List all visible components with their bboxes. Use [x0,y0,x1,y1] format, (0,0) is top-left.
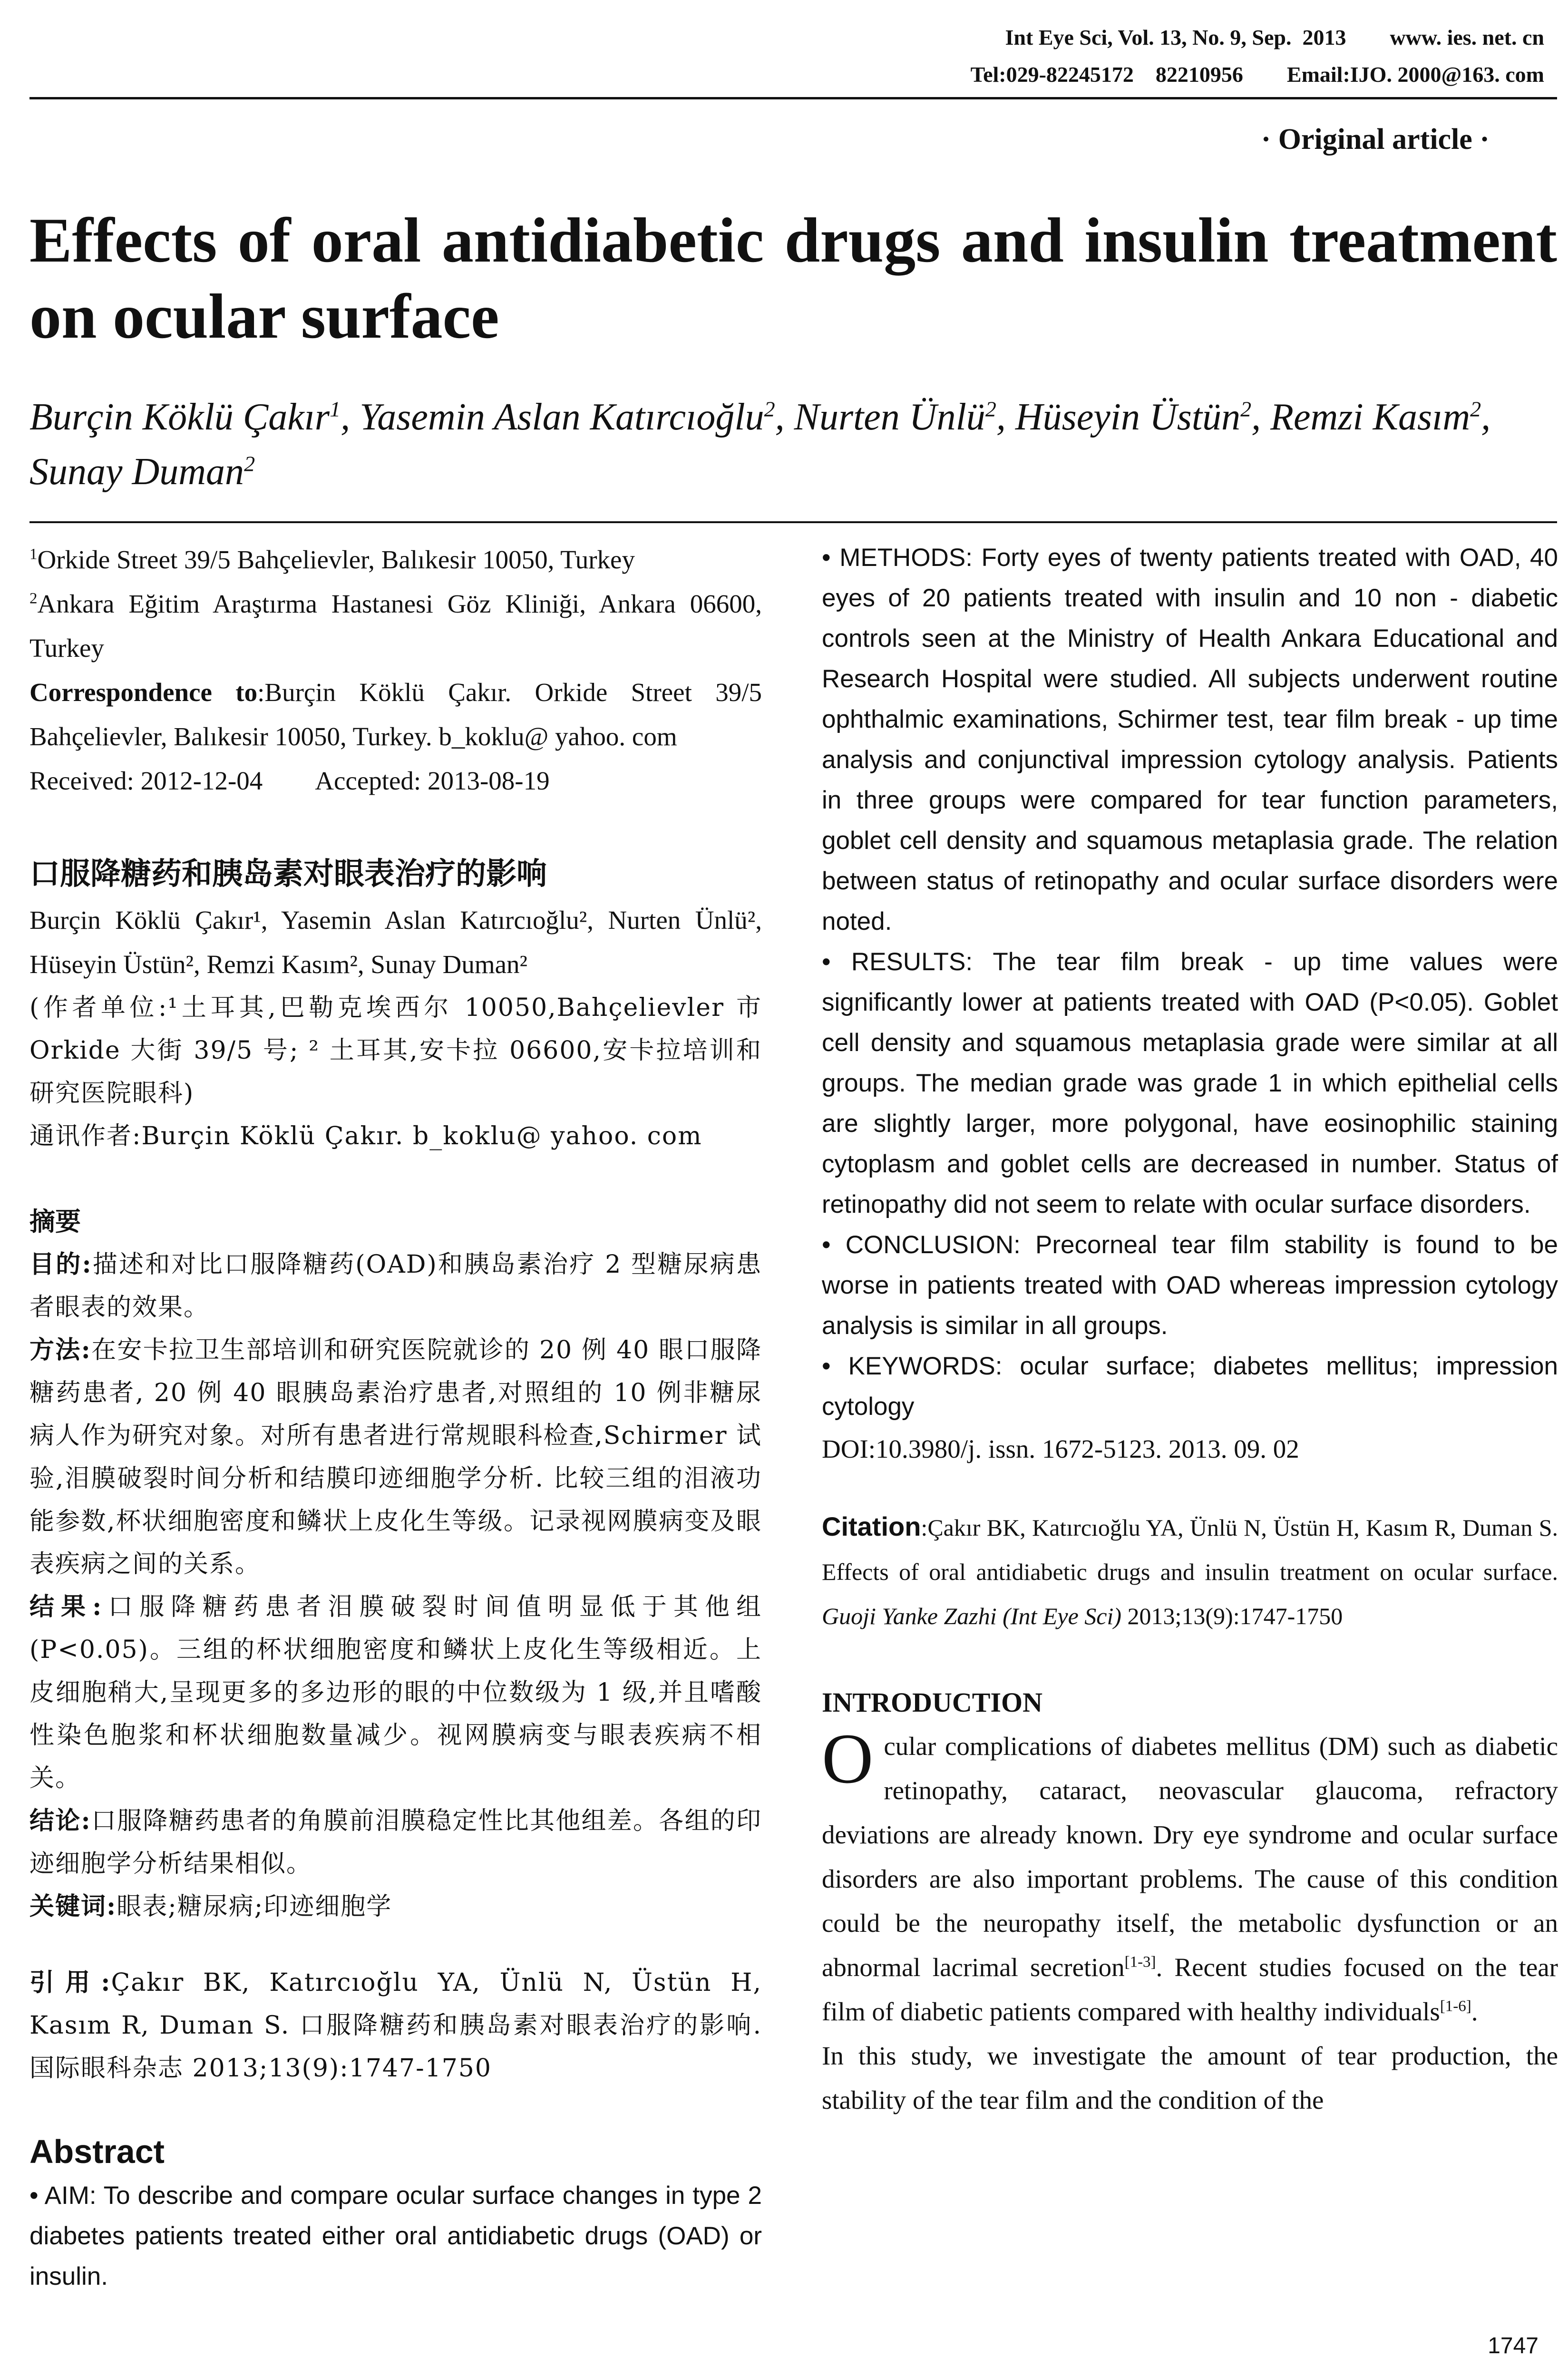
author: Remzi Kasım [1270,396,1471,438]
section-tag: · Original article · [1261,123,1490,156]
right-column [822,537,1558,2122]
chinese-keywords: 关键词:眼表;糖尿病;印迹细胞学 [29,1892,392,1921]
introduction-heading: INTRODUCTION [822,1687,1043,1718]
drop-cap: O [822,1719,874,1798]
abstract-methods: • METHODS: Forty eyes of twenty patients treated with OAD, 40 eyes of 20 patients treated with insulin and 10 non - diabetic controls seen at the Ministry of Health Ankara Educational and Research Hospital were studied. All subjects underwent routine ophthalmic examinations, Schirmer test, tear film break - up time analysis and conjunctival impression cytology analysis. Patients in three groups were compared for tear function parameters, goblet cell density and squamous metaplasia grade. The relation between status of retinopathy and ocular surface disorders were noted. [822,544,1558,935]
author: Nurten Ünlü [794,396,985,438]
doi: DOI:10.3980/j. issn. 1672-5123. 2013. 09. 02 [822,1434,1299,1463]
chinese-title: 口服降糖药和胰岛素对眼表治疗的影响 [29,857,547,892]
paper-title: Effects of oral antidiabetic drugs and insulin treatment on ocular surface [29,205,1557,351]
header-rule [29,97,1557,99]
author: Hüseyin Üstün [1015,396,1241,438]
left-column [29,537,762,2297]
abstract-results: • RESULTS: The tear film break - up time values were significantly lower at patients treated with OAD (P<0.05). Goblet cell density and squamous metaplasia grade were similar at all groups. The median grade was grade 1 in which epithelial cells are slightly larger, more polygonal, have eosinophilic staining cytoplasm and goblet cells are decreased in number. Status of retinopathy did not seem to relate with ocular surface disorders. [822,948,1558,1218]
chinese-aim: 目的:描述和对比口服降糖药(OAD)和胰岛素治疗 2 型糖尿病患者眼表的效果。 [29,1250,762,1322]
dates [29,759,762,803]
accepted-date: Accepted: 2013-08-19 [315,766,550,795]
chinese-affiliations: (作者单位:¹土耳其,巴勒克埃西尔 10050,Bahçelievler 市 Orkide 大街 39/5 号; ² 土耳其,安卡拉 06600,安卡拉培训和研究医院眼科) [29,994,762,1108]
affiliation-2: $^2$Ankara Eğitim Araştırma Hastanesi Göz Kliniği, Ankara 06600, Turkey [29,589,762,662]
author-list: Burçin Köklü Çakır$^1$, Yasemin Aslan Katırcıoğlu$^2$, Nurten Ünlü$^2$, Hüseyin Üstün$^2$, Remzi Kasım$^2$, Sunay Duman$^2$ [29,396,1491,493]
author: Burçin Köklü Çakır [29,396,330,438]
chinese-results: 结果:口服降糖药患者泪膜破裂时间值明显低于其他组(P<0.05)。三组的杯状细胞密度和鳞状上皮化生等级相近。上皮细胞稍大,呈现更多的多边形的眼的中位数级为 1 级,并且嗜酸性染色胞浆和杯状细胞数量减少。视网膜病变与眼表疾病不相关。 [29,1592,762,1792]
chinese-abstract-heading: 摘要 [29,1207,81,1237]
received-date: Received: 2012-12-04 [29,766,263,795]
journal-header-line1: Int Eye Sci, Vol. 13, No. 9, Sep. 2013 www. ies. net. cn [1005,25,1544,49]
chinese-methods: 方法:在安卡拉卫生部培训和研究医院就诊的 20 例 40 眼口服降糖药患者, 20 例 40 眼胰岛素治疗患者,对照组的 10 例非糖尿病人作为研究对象。对所有患者进行常规眼科检查,Schirmer 试验,泪膜破裂时间分析和结膜印迹细胞学分析. 比较三组的泪液功能参数,杯状细胞密度和鳞状上皮化生等级。记录视网膜病变及眼表疾病之间的关系。 [29,1335,762,1578]
author: Yasemin Aslan Katırcıoğlu [360,396,764,438]
abstract-heading: Abstract [29,2133,165,2170]
page-number: 1747 [1488,2333,1539,2358]
introduction-paragraph-2: In this study, we investigate the amount of tear production, the stability of the tear film and the condition of the [822,2041,1558,2114]
abstract-aim: • AIM: To describe and compare ocular surface changes in type 2 diabetes patients treated either oral antidiabetic drugs (OAD) or insulin. [29,2182,762,2290]
chinese-contact: 通讯作者:Burçin Köklü Çakır. b_koklu@ yahoo. com [29,1122,702,1150]
citation: Citation:Çakır BK, Katırcıoğlu YA, Ünlü N, Üstün H, Kasım R, Duman S. Effects of oral antidiabetic drugs and insulin treatment on ocular surface. Guoji Yanke Zazhi (Int Eye Sci) 2013;13(9):1747-1750 [822,1511,1558,1629]
abstract-conclusion: • CONCLUSION: Precorneal tear film stability is found to be worse in patients treated with OAD whereas impression cytology analysis is similar in all groups. [822,1231,1558,1340]
chinese-conclusion: 结论:口服降糖药患者的角膜前泪膜稳定性比其他组差。各组的印迹细胞学分析结果相似。 [29,1806,762,1878]
author: Sunay Duman [29,451,244,493]
title-rule [29,521,1557,523]
affiliation-1: $^1$Orkide Street 39/5 Bahçelievler, Balıkesir 10050, Turkey [29,545,635,574]
chinese-citation: 引用:Çakır BK, Katırcıoğlu YA, Ünlü N, Üstün H, Kasım R, Duman S. 口服降糖药和胰岛素对眼表治疗的影响. 国际眼科杂志 2013;13(9):1747-1750 [29,1968,762,2083]
correspondence: Correspondence to:Burçin Köklü Çakır. Orkide Street 39/5 Bahçelievler, Balıkesir 10050, Turkey. b_koklu@ yahoo. com [29,678,762,751]
abstract-keywords: • KEYWORDS: ocular surface; diabetes mellitus; impression cytology [822,1352,1558,1421]
journal-header-line2: Tel:029-82245172 82210956 Email:IJO. 2000@163. com [970,62,1544,87]
introduction-paragraph-1: Ocular complications of diabetes mellitus (DM) such as diabetic retinopathy, cataract, neovascular glaucoma, refractory deviations are already known. Dry eye syndrome and ocular surface disorders are also important problems. The cause of this condition could be the neuropathy itself, the metabolic dysfunction or an abnormal lacrimal secretion[1-3]. Recent studies focused on the tear film of diabetic patients compared with healthy individuals[1-6]. [822,1719,1558,2026]
chinese-authors: Burçin Köklü Çakır¹, Yasemin Aslan Katırcıoğlu², Nurten Ünlü², Hüseyin Üstün², Remzi Kasım², Sunay Duman² [29,906,762,979]
